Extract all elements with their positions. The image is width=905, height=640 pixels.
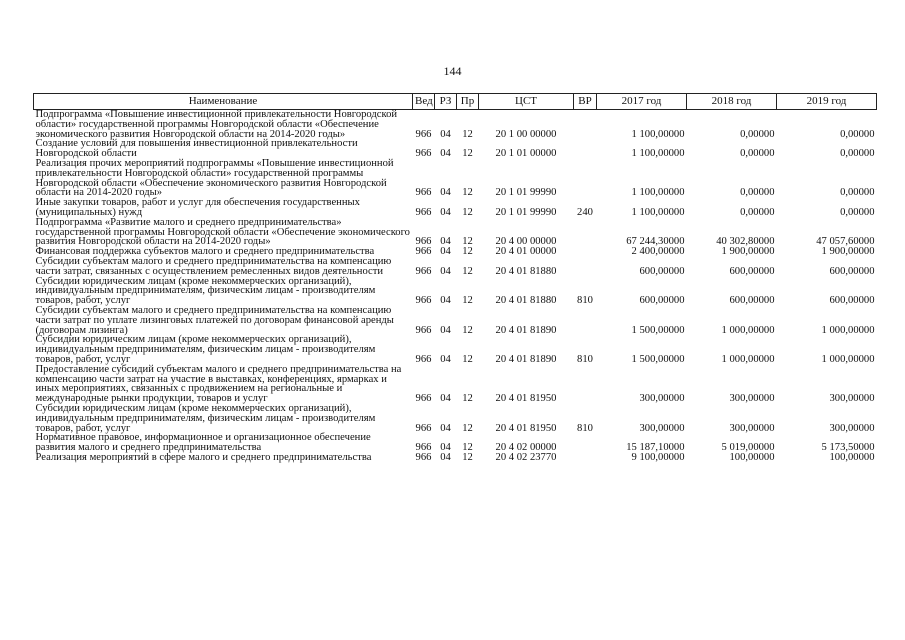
row-amount-2019: 1 000,00000 (821, 324, 875, 336)
row-amount-2019: 100,00000 (829, 451, 875, 463)
row-name: Субсидии юридическим лицам (кроме некоммерческих организаций), индивидуальным предпринимателям, физическим лицам - производителям товаров, работ, услуг (35, 402, 376, 434)
row-ved: 966 (415, 295, 432, 307)
row-name: Подпрограмма «Развитие малого и среднего предпринимательства» государственной программы Новгородской области «Обеспечение экономического развития Новгородской области на 2014-2020 годы» (35, 216, 410, 248)
row-amount-2018: 600,00000 (729, 265, 775, 277)
row-pr: 12 (462, 236, 473, 248)
row-vr (574, 365, 597, 404)
row-rz: 04 (440, 295, 451, 307)
row-rz: 04 (440, 236, 451, 248)
table-row (34, 257, 877, 277)
row-rz: 04 (440, 451, 451, 463)
row-amount-2018: 1 000,00000 (721, 324, 775, 336)
row-amount-2018: 0,00000 (740, 187, 775, 199)
row-ved: 966 (415, 393, 432, 405)
table-row (34, 365, 877, 404)
row-amount-2018: 600,00000 (729, 295, 775, 307)
row-name: Субсидии юридическим лицам (кроме некоммерческих организаций), индивидуальным предпринимателям, физическим лицам - производителям товаров, работ, услуг (35, 334, 376, 365)
col-header-pr: Пр (457, 94, 479, 110)
row-amount-2019: 5 173,50000 (821, 442, 875, 454)
row-amount-2019: 300,00000 (829, 422, 875, 434)
row-amount-2017: 1 100,00000 (631, 148, 685, 160)
row-amount-2019: 1 900,00000 (821, 246, 875, 258)
row-ved: 966 (415, 451, 432, 463)
row-vr (574, 159, 597, 198)
row-amount-2018: 100,00000 (729, 451, 775, 463)
row-rz: 04 (440, 187, 451, 199)
row-vr (574, 257, 597, 277)
row-vr (574, 110, 597, 140)
row-ved: 966 (415, 187, 432, 199)
row-amount-2018: 0,00000 (740, 148, 775, 160)
row-pr: 12 (462, 353, 473, 365)
row-cst: 20 4 00 00000 (495, 236, 557, 248)
row-ved: 966 (415, 246, 432, 258)
row-amount-2018: 1 900,00000 (721, 246, 775, 258)
page-number: 144 (443, 64, 462, 78)
row-amount-2017: 300,00000 (639, 422, 685, 434)
row-rz: 04 (440, 393, 451, 405)
row-cst: 20 4 01 81890 (495, 353, 557, 365)
row-amount-2019: 600,00000 (829, 265, 875, 277)
row-vr: 810 (577, 422, 593, 434)
row-rz: 04 (440, 442, 451, 454)
row-ved: 966 (415, 324, 432, 336)
row-amount-2019: 0,00000 (840, 187, 875, 199)
row-name: Субсидии субъектам малого и среднего предпринимательства на компенсацию части затрат, связанных с осуществлением ремесленных видов деятельности (35, 255, 392, 277)
row-amount-2019: 0,00000 (840, 148, 875, 160)
row-ved: 966 (415, 422, 432, 434)
row-pr: 12 (462, 295, 473, 307)
row-cst: 20 4 02 00000 (495, 442, 557, 454)
row-pr: 12 (462, 393, 473, 405)
row-vr (574, 433, 597, 453)
row-cst: 20 4 01 81950 (495, 393, 557, 405)
row-amount-2017: 300,00000 (639, 393, 685, 405)
row-ved: 966 (415, 265, 432, 277)
row-amount-2017: 15 187,10000 (626, 442, 685, 454)
row-cst: 20 1 01 00000 (495, 148, 557, 160)
row-rz: 04 (440, 128, 451, 140)
row-amount-2019: 47 057,60000 (816, 236, 875, 248)
row-vr: 810 (577, 295, 593, 307)
row-amount-2017: 9 100,00000 (631, 451, 685, 463)
row-cst: 20 4 01 81890 (495, 324, 557, 336)
row-amount-2018: 1 000,00000 (721, 353, 775, 365)
row-ved: 966 (415, 206, 432, 218)
row-amount-2017: 1 100,00000 (631, 187, 685, 199)
table-row (34, 433, 877, 453)
row-amount-2019: 0,00000 (840, 206, 875, 218)
row-cst: 20 4 01 81880 (495, 295, 557, 307)
row-name: Создание условий для повышения инвестиционной привлекательности Новгородской области (35, 138, 358, 160)
row-ved: 966 (415, 148, 432, 160)
row-rz: 04 (440, 148, 451, 160)
row-name: Нормативное правовое, информационное и организационное обеспечение развития малого и среднего предпринимательства (35, 432, 371, 454)
row-name: Субсидии субъектам малого и среднего предпринимательства на компенсацию части затрат по уплате лизинговых платежей по договорам финансовой аренды (договорам лизинга) (35, 304, 394, 336)
row-pr: 12 (462, 324, 473, 336)
row-name: Подпрограмма «Повышение инвестиционной привлекательности Новгородской области» государственной программы Новгородской области «Обеспечение экономического развития Новгородской области на 2014-2020 годы» (35, 109, 398, 140)
row-vr (574, 306, 597, 335)
row-name: Финансовая поддержка субъектов малого и среднего предпринимательства (35, 246, 375, 258)
row-cst: 20 4 01 00000 (495, 246, 557, 258)
row-amount-2017: 1 500,00000 (631, 353, 685, 365)
row-name: Субсидии юридическим лицам (кроме некоммерческих организаций), индивидуальным предпринимателям, физическим лицам - производителям товаров, работ, услуг (35, 275, 376, 307)
col-header-rz: РЗ (435, 94, 457, 110)
row-vr (574, 218, 597, 247)
row-vr: 810 (577, 353, 593, 365)
table-row (34, 139, 877, 159)
row-name: Предоставление субсидий субъектам малого и среднего предпринимательства на компенсацию части затрат на участие в выставках, конференциях, ярмарках и иных мероприятиях, связанных с продвижением на региональные и международные рынки продукции, товаров и услуг (35, 363, 402, 405)
row-amount-2017: 600,00000 (639, 295, 685, 307)
row-vr (574, 453, 597, 463)
row-cst: 20 1 01 99990 (495, 187, 557, 199)
row-ved: 966 (415, 128, 432, 140)
row-rz: 04 (440, 246, 451, 258)
row-amount-2018: 5 019,00000 (721, 442, 775, 454)
row-cst: 20 1 00 00000 (495, 128, 557, 140)
row-name: Иные закупки товаров, работ и услуг для обеспечения государственных (муниципальных) нужд (35, 197, 360, 218)
row-vr (574, 247, 597, 257)
row-amount-2017: 1 100,00000 (631, 206, 685, 218)
row-rz: 04 (440, 353, 451, 365)
row-ved: 966 (415, 353, 432, 365)
col-header-cst: ЦСТ (479, 94, 574, 110)
row-amount-2018: 0,00000 (740, 128, 775, 140)
row-amount-2018: 300,00000 (729, 422, 775, 434)
row-rz: 04 (440, 422, 451, 434)
table-row (34, 198, 877, 218)
row-rz: 04 (440, 324, 451, 336)
table-row (34, 218, 877, 247)
col-header-ved: Вед (413, 94, 435, 110)
row-amount-2017: 1 500,00000 (631, 324, 685, 336)
row-pr: 12 (462, 451, 473, 463)
table-row (34, 404, 877, 433)
col-header-vr: ВР (574, 94, 597, 110)
row-name: Реализация прочих мероприятий подпрограммы «Повышение инвестиционной привлекательности Новгородской области» государственной программы Новгородской области «Обеспечение экономического развития Новгородской области на 2014-2020 годы» (35, 157, 394, 199)
row-ved: 966 (415, 442, 432, 454)
row-pr: 12 (462, 246, 473, 258)
budget-table (33, 93, 877, 463)
row-pr: 12 (462, 265, 473, 277)
row-amount-2017: 67 244,30000 (626, 236, 685, 248)
row-pr: 12 (462, 422, 473, 434)
row-pr: 12 (462, 206, 473, 218)
table-row (34, 110, 877, 140)
row-amount-2018: 40 302,80000 (716, 236, 775, 248)
row-amount-2019: 600,00000 (829, 295, 875, 307)
row-cst: 20 4 01 81950 (495, 422, 557, 434)
row-amount-2019: 300,00000 (829, 393, 875, 405)
row-amount-2018: 300,00000 (729, 393, 775, 405)
col-header-2019: 2019 год (777, 94, 877, 110)
row-vr: 240 (577, 206, 593, 218)
row-amount-2017: 2 400,00000 (631, 246, 685, 258)
row-rz: 04 (440, 265, 451, 277)
row-amount-2019: 0,00000 (840, 128, 875, 140)
row-rz: 04 (440, 206, 451, 218)
table-row (34, 453, 877, 463)
row-pr: 12 (462, 128, 473, 140)
row-ved: 966 (415, 236, 432, 248)
row-vr (574, 139, 597, 159)
table-row (34, 159, 877, 198)
table-row (34, 335, 877, 364)
row-pr: 12 (462, 187, 473, 199)
row-pr: 12 (462, 442, 473, 454)
table-row (34, 277, 877, 306)
header-row (34, 94, 877, 110)
row-cst: 20 4 02 23770 (495, 451, 557, 463)
row-amount-2017: 1 100,00000 (631, 128, 685, 140)
row-cst: 20 1 01 99990 (495, 206, 557, 218)
col-header-name: Наименование (34, 94, 413, 110)
row-amount-2018: 0,00000 (740, 206, 775, 218)
col-header-2018: 2018 год (687, 94, 777, 110)
row-cst: 20 4 01 81880 (495, 265, 557, 277)
row-pr: 12 (462, 148, 473, 160)
row-amount-2019: 1 000,00000 (821, 353, 875, 365)
col-header-2017: 2017 год (597, 94, 687, 110)
row-amount-2017: 600,00000 (639, 265, 685, 277)
table-row (34, 306, 877, 335)
row-name: Реализация мероприятий в сфере малого и среднего предпринимательства (35, 451, 372, 463)
